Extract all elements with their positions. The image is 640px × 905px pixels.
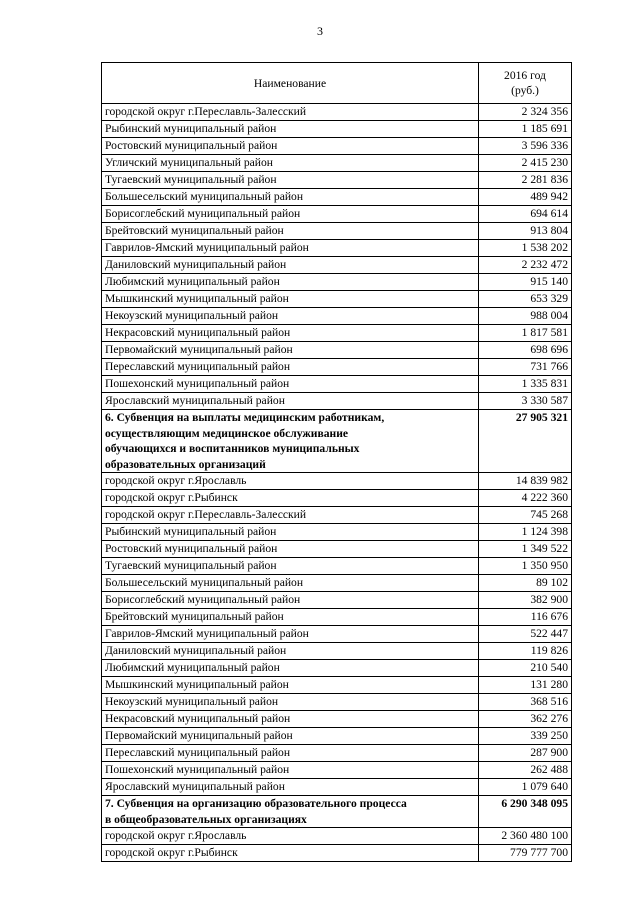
table-row [102,575,572,592]
row-name: городской округ г.Рыбинск [102,490,479,507]
row-value: 698 696 [479,342,572,359]
table-row [102,155,572,172]
row-name: Тугаевский муниципальный район [102,558,479,575]
row-name: городской округ г.Ярославль [102,473,479,490]
row-value: 262 488 [479,762,572,779]
table-row [102,524,572,541]
row-name: Первомайский муниципальный район [102,728,479,745]
row-name: Гаврилов-Ямский муниципальный район [102,240,479,257]
row-value: 362 276 [479,711,572,728]
row-name: Ростовский муниципальный район [102,138,479,155]
row-value: 1 538 202 [479,240,572,257]
row-value: 779 777 700 [479,845,572,862]
row-value: 1 079 640 [479,779,572,796]
row-value: 2 324 356 [479,104,572,121]
row-name: Некоузский муниципальный район [102,694,479,711]
table-row [102,490,572,507]
table-row [102,342,572,359]
table-row [102,325,572,342]
table-row [102,728,572,745]
row-name: городской округ г.Рыбинск [102,845,479,862]
section-6-title-line3: обучающихся и воспитанников муниципальных [105,442,360,455]
row-value: 745 268 [479,507,572,524]
row-value: 131 280 [479,677,572,694]
table-row [102,172,572,189]
table-row [102,626,572,643]
row-name: городской округ г.Переславль-Залесский [102,104,479,121]
column-header-name: Наименование [102,63,479,104]
table-row [102,828,572,845]
row-name: Пошехонский муниципальный район [102,376,479,393]
table-row [102,541,572,558]
section-7-title-line1: 7. Субвенция на организацию образовательного процесса [105,797,407,810]
table-row [102,677,572,694]
row-value: 2 415 230 [479,155,572,172]
table-row [102,121,572,138]
row-value: 3 596 336 [479,138,572,155]
row-name: Мышкинский муниципальный район [102,291,479,308]
row-name: Даниловский муниципальный район [102,643,479,660]
row-name: Пошехонский муниципальный район [102,762,479,779]
section-7-row [102,796,572,828]
row-name: городской округ г.Ярославль [102,828,479,845]
row-value: 368 516 [479,694,572,711]
section-6-title-line1: 6. Субвенция на выплаты медицинским работникам, [105,411,385,424]
table-row [102,240,572,257]
table-body-section7 [102,828,572,862]
row-value: 915 140 [479,274,572,291]
table-body-top [102,104,572,410]
row-name: Борисоглебский муниципальный район [102,592,479,609]
row-value: 694 614 [479,206,572,223]
row-name: Рыбинский муниципальный район [102,121,479,138]
table-row [102,189,572,206]
table-row [102,223,572,240]
row-value: 988 004 [479,308,572,325]
row-name: Гаврилов-Ямский муниципальный район [102,626,479,643]
table-row [102,206,572,223]
row-value: 2 232 472 [479,257,572,274]
row-value: 4 222 360 [479,490,572,507]
table-body-section6-header [102,410,572,473]
row-value: 489 942 [479,189,572,206]
row-name: Брейтовский муниципальный район [102,223,479,240]
table-row [102,359,572,376]
section-6-row [102,410,572,473]
row-name: Ярославский муниципальный район [102,779,479,796]
table-row [102,393,572,410]
table-row [102,609,572,626]
row-name: Некрасовский муниципальный район [102,325,479,342]
table-row [102,558,572,575]
row-value: 339 250 [479,728,572,745]
table-row [102,308,572,325]
table-row [102,274,572,291]
row-name: Рыбинский муниципальный район [102,524,479,541]
section-7-title-line2: в общеобразовательных организациях [105,812,307,826]
row-value: 1 349 522 [479,541,572,558]
row-value: 382 900 [479,592,572,609]
row-name: Угличский муниципальный район [102,155,479,172]
column-header-year [479,63,572,104]
row-value: 1 817 581 [479,325,572,342]
row-name: Ростовский муниципальный район [102,541,479,558]
section-6-title [102,410,479,473]
row-value: 522 447 [479,626,572,643]
row-name: Любимский муниципальный район [102,660,479,677]
row-value: 14 839 982 [479,473,572,490]
row-name: Большесельский муниципальный район [102,575,479,592]
table-row [102,473,572,490]
table-row [102,291,572,308]
row-value: 116 676 [479,609,572,626]
row-name: Большесельский муниципальный район [102,189,479,206]
row-value: 287 900 [479,745,572,762]
table-row [102,660,572,677]
row-value: 653 329 [479,291,572,308]
row-value: 119 826 [479,643,572,660]
row-name: Некоузский муниципальный район [102,308,479,325]
row-name: Некрасовский муниципальный район [102,711,479,728]
table-header-row [102,63,572,104]
row-value: 913 804 [479,223,572,240]
section-6-title-line4: образовательных организаций [105,457,266,471]
page-number: 3 [317,24,323,38]
row-name: Переславский муниципальный район [102,359,479,376]
table-body-section6 [102,473,572,796]
table-row [102,711,572,728]
section-7-total: 6 290 348 095 [479,796,572,828]
row-value: 1 124 398 [479,524,572,541]
table-row [102,257,572,274]
row-value: 731 766 [479,359,572,376]
budget-table [101,62,572,862]
column-header-unit: (руб.) [511,84,539,97]
row-value: 1 185 691 [479,121,572,138]
row-value: 210 540 [479,660,572,677]
table-row [102,104,572,121]
row-name: городской округ г.Переславль-Залесский [102,507,479,524]
row-value: 2 281 836 [479,172,572,189]
table-row [102,643,572,660]
table-row [102,592,572,609]
row-value: 3 330 587 [479,393,572,410]
row-name: Мышкинский муниципальный район [102,677,479,694]
row-name: Борисоглебский муниципальный район [102,206,479,223]
row-value: 1 350 950 [479,558,572,575]
row-name: Даниловский муниципальный район [102,257,479,274]
row-value: 2 360 480 100 [479,828,572,845]
table-row [102,762,572,779]
table-row [102,507,572,524]
column-header-year-label: 2016 год [504,69,546,82]
table-row [102,745,572,762]
row-name: Тугаевский муниципальный район [102,172,479,189]
table-row [102,845,572,862]
table-row [102,376,572,393]
table-row [102,779,572,796]
row-name: Ярославский муниципальный район [102,393,479,410]
row-name: Любимский муниципальный район [102,274,479,291]
section-7-title [102,796,479,828]
table-row [102,694,572,711]
row-name: Первомайский муниципальный район [102,342,479,359]
row-name: Брейтовский муниципальный район [102,609,479,626]
row-name: Переславский муниципальный район [102,745,479,762]
row-value: 1 335 831 [479,376,572,393]
section-6-title-line2: осуществляющим медицинское обслуживание [105,426,349,440]
table-body-section7-header [102,796,572,828]
row-value: 89 102 [479,575,572,592]
table-row [102,138,572,155]
section-6-total: 27 905 321 [479,410,572,473]
